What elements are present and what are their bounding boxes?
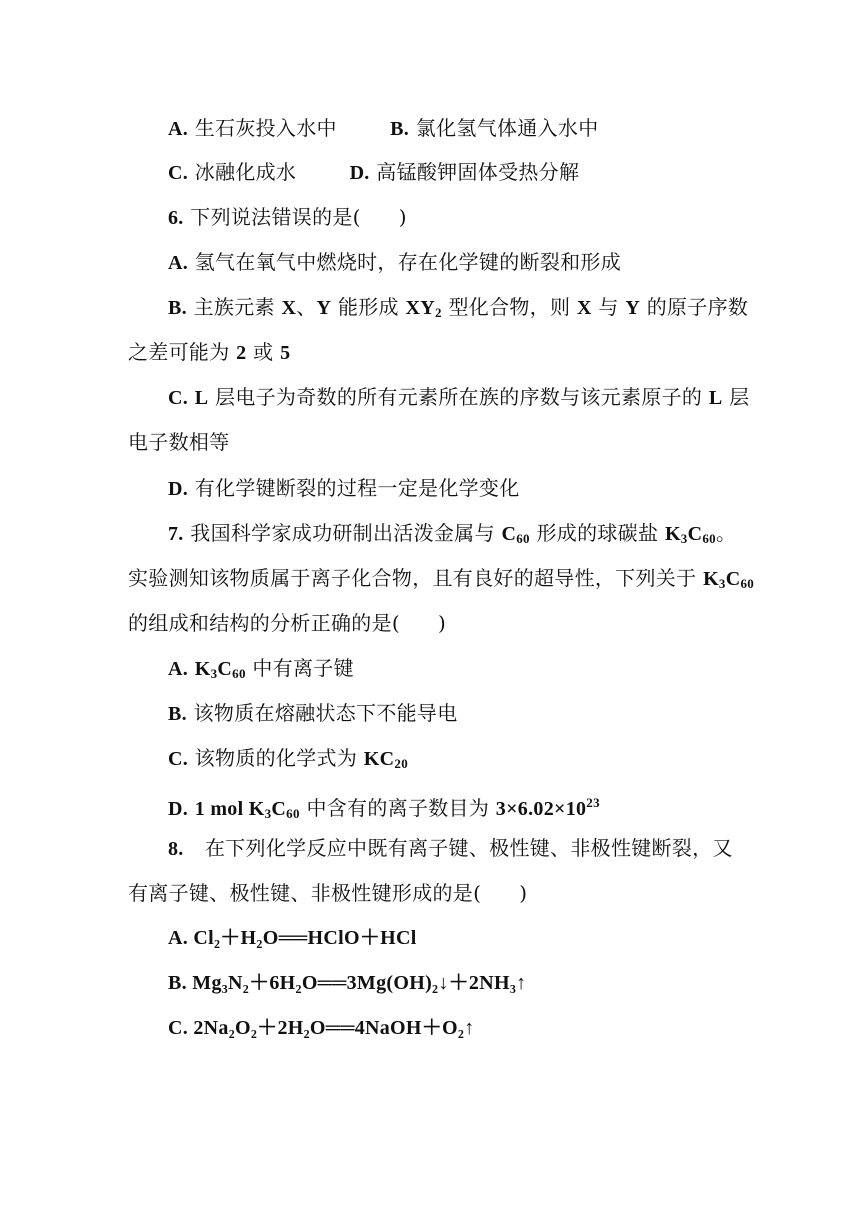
- q6-b-text-6: 的原子序数: [640, 295, 749, 319]
- q6-b-text-8: 或: [246, 340, 281, 364]
- q7-line2-text: 实验测知该物质属于离子化合物，且有良好的超导性，下列关于: [128, 566, 704, 590]
- q7-option-c-label: C.: [168, 748, 189, 770]
- q8-number: 8.: [168, 838, 184, 860]
- q6-option-c-line2: [128, 430, 230, 454]
- q6-c-text-2: 层: [722, 385, 750, 409]
- q5-option-c-label: C.: [168, 162, 189, 184]
- q7-stem-line2: [128, 566, 754, 596]
- q6-number: 6.: [168, 207, 184, 229]
- q7-c-sub: 60: [516, 531, 530, 546]
- q6-b-x: X: [281, 297, 297, 319]
- q7-d-c: C: [271, 798, 287, 820]
- q7-d-exponent: 23: [586, 795, 600, 810]
- q6-close-paren: ): [398, 205, 407, 229]
- q7-c2-sub: 60: [702, 531, 716, 546]
- q5-option-b-text: 氯化氢气体通入水中: [415, 116, 599, 140]
- q6-b-text-4: 型化合物，则: [441, 295, 577, 319]
- q8-option-a: [168, 926, 417, 950]
- q6-option-d-label: D.: [168, 478, 189, 500]
- q6-option-c-label: C.: [168, 387, 189, 409]
- q7-stem-line3: [128, 611, 446, 635]
- q5-options-row-2: [168, 160, 579, 185]
- q8-stem-line1: [168, 836, 733, 861]
- q6-b-n1: 2: [236, 342, 247, 364]
- q8-option-a-equation: Cl₂＋H₂O══HClO＋HCl: [193, 927, 417, 949]
- q7-c3-sub: 60: [740, 576, 755, 591]
- q7-c-kc: KC: [363, 748, 395, 770]
- q6-option-c-line1: [168, 385, 749, 410]
- q5-option-d-label: D.: [349, 162, 370, 184]
- q6-b-n2: 5: [280, 342, 291, 364]
- q6-b-xy-sub: 2: [435, 305, 442, 320]
- q7-k: K: [664, 523, 681, 545]
- q6-b-y2: Y: [625, 297, 641, 319]
- q8-option-c: [168, 1016, 475, 1040]
- q7-option-c: [168, 746, 408, 776]
- q8-option-b-label: B.: [168, 972, 187, 994]
- q6-option-b-line2: [128, 340, 290, 365]
- q7-a-c: C: [217, 658, 233, 680]
- q6-b-text-5: 与: [591, 295, 626, 319]
- q7-option-b: [168, 701, 458, 726]
- q7-d-k: K: [248, 798, 265, 820]
- q5-option-b-label: B.: [390, 118, 410, 140]
- q7-c2: C: [687, 523, 703, 545]
- q6-b-text-7: 之差可能为: [128, 340, 237, 364]
- q6-b-text-1: 主族元素: [193, 295, 282, 319]
- q6-c-l2: L: [708, 387, 723, 409]
- q5-options-row-1: [168, 116, 599, 141]
- q7-line3-text: 的组成和结构的分析正确的是(: [128, 611, 401, 635]
- q7-option-a: [168, 656, 354, 686]
- q7-option-b-text: 该物质在熔融状态下不能导电: [193, 701, 458, 725]
- q6-b-text-3: 能形成: [331, 295, 406, 319]
- q7-d-value: 3×6.02×10: [495, 798, 587, 820]
- q7-d-k-sub: 3: [264, 806, 272, 821]
- q7-a-k: K: [194, 658, 211, 680]
- q6-b-xy: XY: [405, 297, 436, 319]
- q7-text-2: 形成的球碳盐: [529, 521, 665, 545]
- q6-stem-text: 下列说法错误的是(: [190, 205, 361, 229]
- q6-option-b-label: B.: [168, 297, 187, 319]
- q7-option-a-text: 中有离子键: [245, 656, 354, 680]
- q6-b-y: Y: [316, 297, 332, 319]
- q7-c: C: [501, 523, 517, 545]
- q7-c3: C: [725, 568, 741, 590]
- q7-option-a-label: A.: [168, 658, 189, 680]
- q6-c-text-3: 电子数相等: [128, 430, 230, 454]
- q5-option-c-text: 冰融化成水: [194, 160, 297, 184]
- q7-option-c-text: 该物质的化学式为: [194, 746, 364, 770]
- q7-option-d-text: 中含有的离子数目为: [299, 796, 496, 820]
- q5-option-d-text: 高锰酸钾固体受热分解: [376, 160, 580, 184]
- q8-option-c-equation: 2Na₂O₂＋2H₂O══4NaOH＋O₂↑: [193, 1017, 475, 1039]
- q7-a-c-sub: 60: [232, 666, 246, 681]
- q6-c-text-1: 层电子为奇数的所有元素所在族的序数与该元素原子的: [208, 385, 709, 409]
- q6-b-x2: X: [576, 297, 592, 319]
- q7-text-3: 。: [715, 521, 737, 545]
- q8-option-a-label: A.: [168, 927, 189, 949]
- q8-stem-line2: [128, 881, 527, 905]
- q8-option-b-equation: Mg₃N₂＋6H₂O══3Mg(OH)₂↓＋2NH₃↑: [192, 972, 527, 994]
- q7-k2-sub: 3: [718, 576, 726, 591]
- q7-option-d-label: D.: [168, 798, 189, 820]
- q6-c-l: L: [194, 387, 209, 409]
- q8-close-paren: ): [519, 881, 528, 905]
- q8-line2-text: 有离子键、极性键、非极性键形成的是(: [128, 881, 482, 905]
- q6-option-b-line1: [168, 295, 748, 325]
- q6-option-a-text: 氢气在氧气中燃烧时，存在化学键的断裂和形成: [194, 250, 622, 274]
- q5-option-a-text: 生石灰投入水中: [194, 116, 337, 140]
- q7-d-mol: 1 mol: [194, 798, 249, 820]
- q8-option-b: [168, 971, 526, 995]
- q6-option-a-label: A.: [168, 252, 189, 274]
- q6-option-d: [168, 476, 520, 501]
- q7-option-b-label: B.: [168, 703, 187, 725]
- q7-number: 7.: [168, 523, 184, 545]
- q7-k2: K: [703, 568, 719, 590]
- q5-option-a-label: A.: [168, 118, 189, 140]
- q6-option-d-text: 有化学键断裂的过程一定是化学变化: [194, 476, 520, 500]
- q6-option-a: [168, 250, 621, 275]
- q7-option-d: [168, 791, 600, 826]
- q6-b-text-2: 、: [296, 295, 317, 319]
- q8-option-c-label: C.: [168, 1017, 189, 1039]
- q7-k-sub: 3: [680, 531, 688, 546]
- q7-c-kc-sub: 20: [394, 756, 408, 771]
- q7-text-1: 我国科学家成功研制出活泼金属与: [190, 521, 502, 545]
- q7-d-c-sub: 60: [286, 806, 300, 821]
- q7-stem-line1: [168, 521, 736, 551]
- q7-a-k-sub: 3: [210, 666, 218, 681]
- q7-close-paren: ): [438, 611, 447, 635]
- q8-line1-text: 在下列化学反应中既有离子键、极性键、非极性键断裂，又: [204, 836, 733, 860]
- q6-stem: [168, 205, 407, 230]
